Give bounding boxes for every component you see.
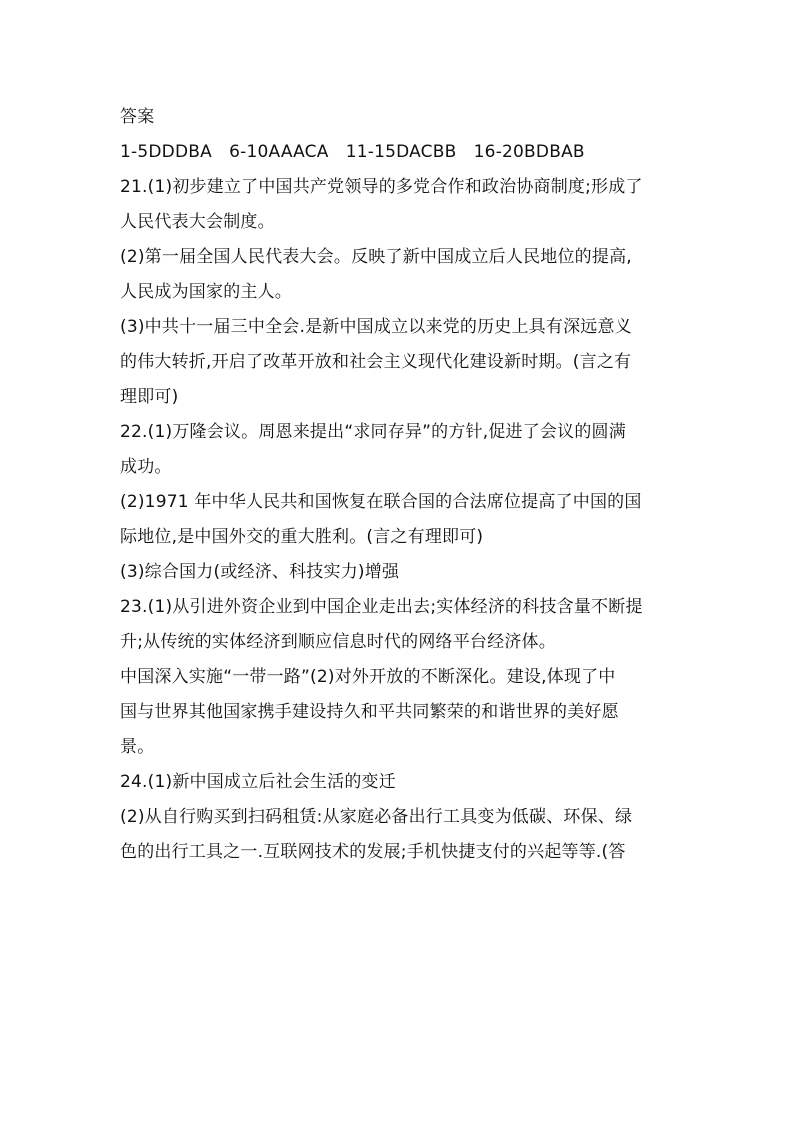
text-line: 22.(1)万隆会议。周恩来提出“求同存异”的方针,促进了会议的圆满	[120, 422, 626, 442]
text-line: (3)中共十一届三中全会.是新中国成立以来党的历史上具有深远意义	[120, 317, 632, 337]
text-line: 的伟大转折,开启了改革开放和社会主义现代化建设新时期。(言之有	[120, 352, 632, 372]
text-line: 国与世界其他国家携手建设持久和平共同繁荣的和谐世界的美好愿	[120, 702, 619, 722]
text-line: 人民代表大会制度。	[120, 212, 275, 232]
answer-text	[120, 100, 680, 870]
text-line: 理即可)	[120, 387, 179, 407]
text-line: 成功。	[120, 457, 172, 477]
text-line: 色的出行工具之一.互联网技术的发展;手机快捷支付的兴起等等.(答	[120, 842, 626, 862]
text-line: 升;从传统的实体经济到顺应信息时代的网络平台经济体。	[120, 632, 556, 652]
text-line: (2)1971 年中华人民共和国恢复在联合国的合法席位提高了中国的国	[120, 492, 642, 512]
heading-answer: 答案	[120, 107, 155, 127]
text-line: (2)第一届全国人民代表大会。反映了新中国成立后人民地位的提高,	[120, 247, 632, 267]
text-line: 中国深入实施“一带一路”(2)对外开放的不断深化。建设,体现了中	[120, 667, 616, 687]
text-line: (2)从自行购买到扫码租赁:从家庭必备出行工具变为低碳、环保、绿	[120, 807, 633, 827]
choice-answers-line: 1-5DDDBA 6-10AAACA 11-15DACBB 16-20BDBAB	[120, 142, 585, 162]
text-line: 人民成为国家的主人。	[120, 282, 292, 302]
text-line: (3)综合国力(或经济、科技实力)增强	[120, 562, 400, 582]
text-line: 际地位,是中国外交的重大胜利。(言之有理即可)	[120, 527, 484, 547]
text-line: 21.(1)初步建立了中国共产党领导的多党合作和政治协商制度;形成了	[120, 177, 643, 197]
text-line: 景。	[120, 737, 155, 757]
text-line: 24.(1)新中国成立后社会生活的变迁	[120, 772, 396, 792]
text-line: 23.(1)从引进外资企业到中国企业走出去;实体经济的科技含量不断提	[120, 597, 643, 617]
